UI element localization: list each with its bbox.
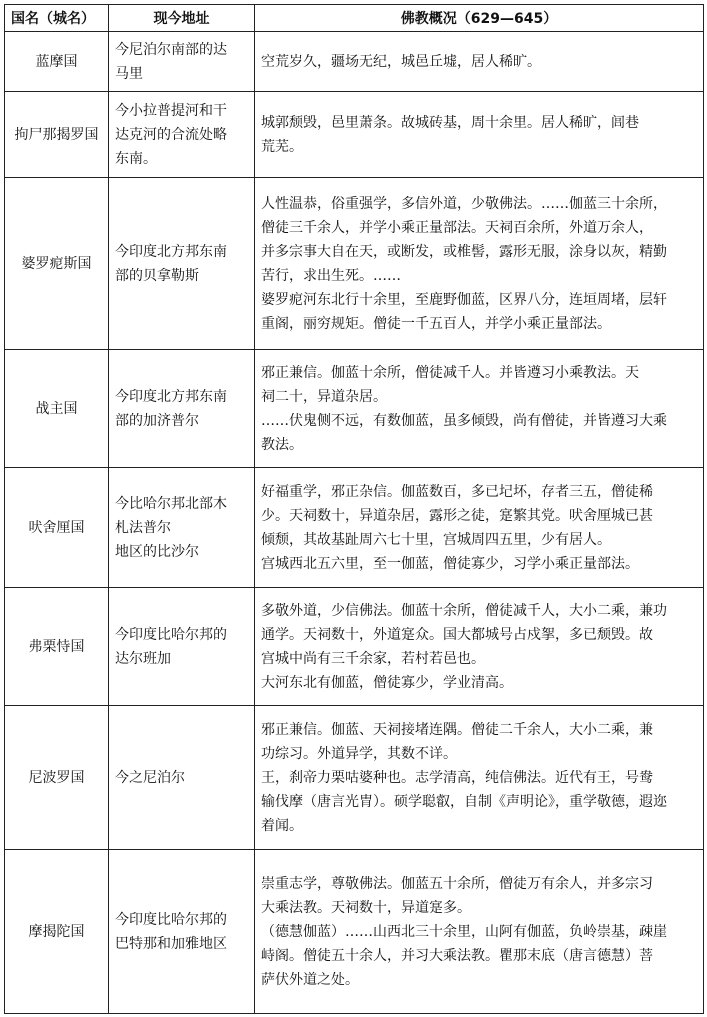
overview-line: 通学。天祠数十，外道寔众。国大都城号占戍挐，多已颓毁。故: [261, 626, 653, 643]
overview-line: 好福重学，邪正杂信。伽蓝数百，多已圮坏，存者三五，僧徒稀: [261, 483, 653, 500]
location-line: 达克河的合流处略: [115, 126, 227, 143]
cell-buddhism-overview: [255, 850, 704, 1014]
overview-line: 大河东北有伽蓝，僧徒寡少，学业清高。: [261, 674, 513, 691]
overview-line: 倾颓，其故基趾周六七十里，宫城周四五里，少有居人。: [261, 531, 611, 548]
overview-line: 王，刹帝力栗咕婆种也。志学清高，纯信佛法。近代有王，号鸯: [261, 769, 653, 786]
location-line: 部的加济普尔: [115, 412, 199, 429]
cell-current-location: [109, 92, 255, 178]
cell-current-location: [109, 588, 255, 706]
cell-current-location: [109, 706, 255, 850]
overview-line: 少。天祠数十，异道杂居，露形之徒，寔繁其党。吠舍厘城已甚: [261, 507, 653, 524]
overview-line: 苦行，求出生死。……: [261, 267, 401, 284]
overview-line: 人性温恭，俗重强学，多信外道，少敬佛法。……伽蓝三十余所，: [261, 195, 667, 212]
location-line: 东南。: [115, 150, 157, 167]
cell-buddhism-overview: [255, 32, 704, 92]
overview-line: 祠二十，异道杂居。: [261, 388, 387, 405]
cell-country-name: 吠舍厘国: [5, 468, 109, 588]
location-line: 今之尼泊尔: [115, 769, 185, 786]
cell-buddhism-overview: [255, 92, 704, 178]
location-line: 今尼泊尔南部的达: [115, 41, 227, 58]
location-line: 今比哈尔邦北部木: [115, 495, 227, 512]
header-row: [5, 5, 704, 32]
cell-country-name: 尼波罗国: [5, 706, 109, 850]
location-line: 部的贝拿勒斯: [115, 267, 199, 284]
overview-line: 功综习。外道异学，其数不详。: [261, 745, 457, 762]
table-row: [5, 706, 704, 850]
cell-current-location: [109, 178, 255, 350]
cell-buddhism-overview: [255, 178, 704, 350]
table-row: [5, 32, 704, 92]
cell-country-name: 蓝摩国: [5, 32, 109, 92]
location-line: 地区的比沙尔: [115, 543, 199, 560]
location-line: 今印度比哈尔邦的: [115, 911, 227, 928]
overview-line: 崇重志学，尊敬佛法。伽蓝五十余所，僧徒万有余人，并多宗习: [261, 875, 653, 892]
overview-line: 峙阁。僧徒五十余人，并习大乘法教。瞿那末底（唐言德慧）菩: [261, 947, 653, 964]
location-line: 今印度北方邦东南: [115, 388, 227, 405]
cell-country-name: 拘尸那揭罗国: [5, 92, 109, 178]
header-current-location: 现今地址: [109, 5, 255, 32]
overview-line: 婆罗痆河东北行十余里，至鹿野伽蓝，区界八分，连垣周堵，层轩: [261, 291, 667, 308]
overview-line: 萨伏外道之处。: [261, 971, 359, 988]
location-line: 今印度比哈尔邦的: [115, 626, 227, 643]
overview-line: 宫城中尚有三千余家，若村若邑也。: [261, 650, 485, 667]
table-row: [5, 588, 704, 706]
cell-current-location: [109, 32, 255, 92]
cell-country-name: 婆罗痆斯国: [5, 178, 109, 350]
cell-country-name: 弗栗恃国: [5, 588, 109, 706]
table-row: [5, 92, 704, 178]
overview-line: 城郭颓毁，邑里萧条。故城砖基，周十余里。居人稀旷，闾巷: [261, 114, 639, 131]
location-line: 马里: [115, 65, 143, 82]
cell-buddhism-overview: [255, 706, 704, 850]
cell-current-location: [109, 350, 255, 468]
overview-line: ……伏鬼侧不远，有数伽蓝，虽多倾毁，尚有僧徒，并皆遵习大乘: [261, 412, 667, 429]
header-buddhism-overview: 佛教概况（629—645）: [255, 5, 704, 32]
cell-country-name: 摩揭陀国: [5, 850, 109, 1014]
overview-line: 空荒岁久，疆场无纪，城邑丘墟，居人稀旷。: [261, 53, 541, 70]
overview-line: 宫城西北五六里，至一伽蓝，僧徒寡少，习学小乘正量部法。: [261, 555, 639, 572]
location-line: 札法普尔: [115, 519, 171, 536]
cell-current-location: [109, 468, 255, 588]
cell-buddhism-overview: [255, 588, 704, 706]
location-line: 达尔班加: [115, 650, 171, 667]
overview-line: 大乘法教。天祠数十，异道寔多。: [261, 899, 471, 916]
overview-line: 教法。: [261, 436, 303, 453]
cell-current-location: [109, 850, 255, 1014]
table-row: [5, 350, 704, 468]
location-line: 今小拉普提河和干: [115, 102, 227, 119]
location-line: 今印度北方邦东南: [115, 243, 227, 260]
overview-line: 荒芜。: [261, 138, 303, 155]
table-row: [5, 178, 704, 350]
cell-buddhism-overview: [255, 468, 704, 588]
table-row: [5, 468, 704, 588]
header-country-name: 国名（城名）: [5, 5, 109, 32]
table-row: [5, 850, 704, 1014]
overview-line: 邪正兼信。伽蓝、天祠接堵连隅。僧徒二千余人，大小二乘，兼: [261, 721, 653, 738]
overview-line: （德慧伽蓝）……山西北三十余里，山阿有伽蓝，负岭崇基，疎崖: [261, 923, 667, 940]
overview-line: 着闻。: [261, 817, 303, 834]
buddhism-overview-table: [4, 4, 704, 1014]
table-body: [5, 32, 704, 1014]
overview-line: 多敬外道，少信佛法。伽蓝十余所，僧徒减千人，大小二乘，兼功: [261, 602, 667, 619]
overview-line: 输伐摩（唐言光胄）。硕学聪叡，自制《声明论》，重学敬德，遐迩: [261, 793, 667, 810]
cell-country-name: 战主国: [5, 350, 109, 468]
overview-line: 僧徒三千余人，并学小乘正量部法。天祠百余所，外道万余人，: [261, 219, 653, 236]
overview-line: 重阁，丽穷规矩。僧徒一千五百人，并学小乘正量部法。: [261, 315, 611, 332]
overview-line: 并多宗事大自在天，或断发，或椎髻，露形无服，涂身以灰，精勤: [261, 243, 667, 260]
location-line: 巴特那和加雅地区: [115, 935, 227, 952]
cell-buddhism-overview: [255, 350, 704, 468]
overview-line: 邪正兼信。伽蓝十余所，僧徒减千人。并皆遵习小乘教法。天: [261, 364, 639, 381]
